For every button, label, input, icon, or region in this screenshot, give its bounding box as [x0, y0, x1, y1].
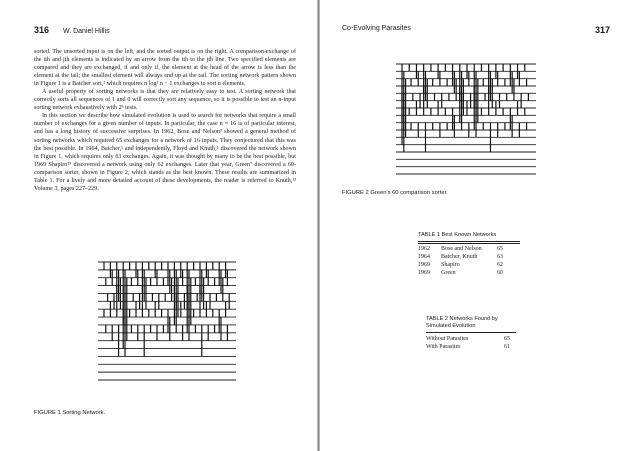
table-1-caption: TABLE 1 Best Known Networks [418, 232, 497, 238]
table-2-caption: TABLE 2 Networks Found by Simulated Evolution [426, 316, 498, 329]
figure-1-sorting-network [98, 258, 236, 384]
body-text [34, 48, 296, 193]
table-2 [426, 316, 516, 351]
table-row: 1969 Shapiro 62 [418, 262, 503, 268]
figure-2-caption: FIGURE 2 Green's 60 comparison sorter. [342, 190, 448, 196]
figure-2-green-sorter [396, 60, 536, 178]
title-running-head: Co-Evolving Parasites [342, 25, 411, 32]
paragraph-3: In this section we describe how simulated evolution is used to search for networks that require a small number of exchanges for a given number of inputs. In particular, the case n = 16 is of particular interest, and has a long history of successive surprises. In 1962, Bose and Nelson³ showed a general method of sorting networks which required 65 exchanges for a network of 16 inputs. They conjectured that this was the best possible. In 1964, Batcher,¹ and independently, Floyd and Knuth,⁵ discovered the network shown in Figure 1, which requires only 63 exchanges. Again, it was thought by many to be the best possible, but 1969 Shapiro¹⁹ discovered a network using only 62 exchanges. Later that year, Green⁷ discovered a 60-comparison sorter, shown in Figure 2, which stands as the best known. These results are summarized in Table 1. For a lively and more detailed account of these developments, the reader is referred to Knuth,¹³ Volume 3, pages 227–229. [34, 113, 296, 192]
book-gutter [317, 0, 320, 451]
left-running-head [34, 25, 110, 35]
right-running-head [342, 25, 610, 35]
table-row: With Parasites 61 [426, 344, 510, 350]
figure-1-caption: FIGURE 1 Sorting Network. [34, 410, 106, 416]
table-row: 1969 Green 60 [418, 270, 503, 276]
table-row: 1964 Batcher, Knuth 63 [418, 254, 503, 260]
left-page [0, 0, 318, 451]
author-running-head: W. Daniel Hillis [62, 28, 110, 35]
page-number-right: 317 [594, 25, 610, 35]
page-number-left: 316 [34, 25, 50, 35]
table-1 [418, 232, 520, 277]
right-page [322, 0, 638, 451]
paragraph-1: sorted. The unsorted input is on the left, and the sorted output is on the right. A comparison-exchange of the ith and jth elements is indicated by an arrow from the ith to the jth line. Two specified elements are compared and they are exchanged, if and only if, the element at the head of the arrow is less than the element at the tail; the smallest element will always end up at the tail. The sorting network pattern shown in Figure 1 is a Batcher sort,² which requires n log² n − 1 exchanges to sort n elements. [34, 49, 296, 88]
table-row: 1962 Bose and Nelson 65 [418, 246, 503, 252]
paragraph-2: A useful property of sorting networks is that they are relatively easy to test. A sorting network that correctly sorts all sequences of 1 and 0 will correctly sort any sequence, so it is possible to test an n-input sorting network exhaustively with 2ⁿ tests. [34, 89, 296, 112]
table-row: Without Parasites 65 [426, 336, 510, 342]
